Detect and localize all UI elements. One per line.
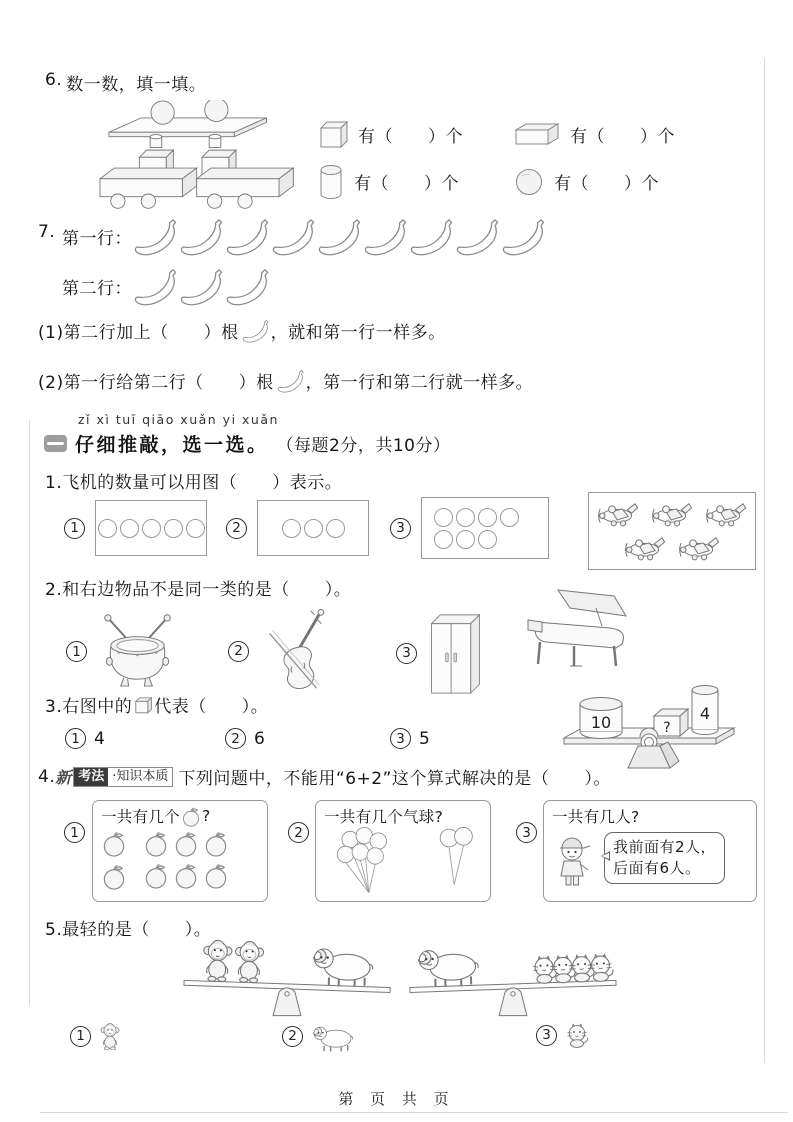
scan-line-right: [764, 58, 765, 1063]
apple-group-2: [101, 830, 127, 890]
monkey-icon: [99, 1022, 121, 1050]
airplane-icon: [593, 497, 643, 531]
section-icon: [44, 435, 67, 452]
q2-text: 2.和右边物品不是同一类的是（ ）。: [45, 580, 352, 600]
q4-option-3: [516, 822, 537, 843]
q4-heading: [38, 764, 611, 789]
q6-heading: [45, 70, 206, 95]
q7-sub2-post: ，第一行和第二行就一样多。: [305, 373, 534, 393]
circle-row: [282, 519, 345, 538]
section-title: 仔细推敲，选一选。: [75, 434, 269, 456]
q6-item-sphere: [514, 167, 675, 197]
circle-row: [434, 530, 497, 549]
q3-option-2-value: 6: [254, 728, 266, 749]
boy-icon: [552, 829, 592, 887]
q7-row2-label: 第二行：: [62, 278, 132, 299]
option-number: 1: [64, 822, 85, 843]
option-number: 1: [66, 641, 87, 662]
banana-icon: [316, 216, 361, 256]
q2-option-3: [396, 608, 483, 698]
q4-badge-suffix: ·知识本质: [112, 768, 169, 784]
q7-sub1-pre: (1)第二行加上（ ）根: [38, 323, 239, 343]
q5-option-2: [282, 1020, 353, 1052]
cat-icon: [565, 1022, 589, 1048]
counter-circle: [164, 519, 183, 538]
sheep-icon: [311, 1020, 353, 1052]
option-number: 3: [516, 822, 537, 843]
option-number: 1: [65, 728, 86, 749]
banana-icon: [454, 216, 499, 256]
section-score: （每题2分，共10分）: [276, 436, 451, 456]
banana-icon: [408, 216, 453, 256]
q4-option-1-title: [101, 805, 259, 827]
q6-blank-sphere: 有（ ）个: [554, 174, 659, 194]
counter-circle: [434, 508, 453, 527]
q3-option-2: [225, 728, 265, 749]
q4-badge-highlight: 考法: [74, 768, 108, 786]
q6-title: 数一数，填一填。: [66, 75, 207, 95]
q3-option-3: [390, 728, 430, 749]
banana-icon: [178, 266, 223, 306]
q3-option-3-value: 5: [419, 728, 431, 749]
cube-icon: [134, 695, 152, 715]
circle-row: [98, 519, 205, 538]
seesaw-sheep-vs-cats: [398, 932, 628, 1020]
counter-circle: [304, 519, 323, 538]
airplane-icon: [674, 531, 724, 565]
apple-icon: [101, 830, 127, 857]
q1-option-2: [226, 500, 369, 556]
apple-icon: [203, 862, 229, 889]
q4-badge-new: 新: [55, 768, 72, 787]
option-number: 3: [536, 1025, 557, 1046]
q7-sub2: [38, 368, 533, 393]
q2-option-1: [66, 612, 181, 691]
bubble-line-1: 我前面有2人，: [613, 838, 717, 856]
section-pinyin: zǐ xì tuī qiāo xuǎn yi xuǎn: [78, 412, 279, 427]
option-number: 3: [390, 728, 411, 749]
balance-scale-figure: [556, 676, 741, 772]
q5-option-1: [70, 1022, 121, 1050]
q4-opt3-title: 一共有几人?: [552, 808, 640, 826]
q1-option-1-box: [95, 500, 207, 556]
q7-row2: [62, 266, 269, 306]
q3-text: [45, 692, 268, 717]
scan-line-bottom: [40, 1112, 788, 1113]
banana-icon: [224, 216, 269, 256]
q7-sub1-post: ，就和第一行一样多。: [270, 323, 446, 343]
q5-text: 5.最轻的是（ ）。: [45, 920, 212, 940]
speech-bubble: [604, 832, 725, 884]
counter-circle: [456, 508, 475, 527]
scale-right-value: 4: [699, 704, 711, 723]
option-number: 2: [288, 822, 309, 843]
option-number: 1: [64, 518, 85, 539]
counter-circle: [500, 508, 519, 527]
sphere-icon: [514, 167, 544, 197]
option-number: 2: [225, 728, 246, 749]
option-number: 2: [228, 641, 249, 662]
q1-option-3-box: [421, 497, 549, 559]
drum-icon: [97, 612, 181, 691]
q4-option-3-content: [552, 829, 748, 887]
q6-blank-cube: 有（ ）个: [358, 126, 463, 147]
option-number: 2: [282, 1026, 303, 1047]
q4-option-2: [288, 822, 309, 843]
scale-left-value: 10: [590, 713, 612, 732]
q4-opt1-title-pre: 一共有几个: [101, 808, 181, 826]
wardrobe-icon: [427, 608, 483, 698]
option-number: 1: [70, 1026, 91, 1047]
q6-answer-grid: [318, 118, 675, 200]
banana-icon: [276, 368, 304, 393]
counter-circle: [142, 519, 161, 538]
apple-icon: [173, 862, 199, 889]
q7-row1-label: 第一行：: [62, 228, 132, 249]
shape-carts-figure: [82, 100, 297, 211]
counter-circle: [282, 519, 301, 538]
balloon-bunch-2-icon: [434, 827, 476, 893]
q6-blank-cuboid: 有（ ）个: [570, 126, 675, 147]
q3-text-post: 代表（ ）。: [154, 697, 269, 717]
option-number: 2: [226, 518, 247, 539]
counter-circle: [326, 519, 345, 538]
apple-icon: [173, 830, 199, 857]
apple-icon: [143, 830, 169, 857]
q4-opt1-title-post: ?: [202, 807, 211, 825]
q6-item-cylinder: [318, 163, 514, 200]
q1-text: 1.飞机的数量可以用图（ ）表示。: [45, 473, 343, 493]
q6-blank-cylinder: 有（ ）个: [354, 174, 459, 194]
q4-option-1-box: [92, 800, 268, 902]
airplane-icon: [647, 497, 697, 531]
banana-icon: [132, 216, 177, 256]
violin-icon: [259, 606, 331, 696]
q1-planes-box: [588, 492, 756, 570]
q7-sub2-pre: (2)第一行给第二行（ ）根: [38, 373, 274, 393]
q4-text: 下列问题中，不能用“6+2”这个算式解决的是（ ）。: [178, 769, 611, 789]
q3-text-pre: 3.右图中的: [45, 697, 133, 717]
q2-option-2: [228, 606, 331, 696]
q1-option-3: [390, 497, 549, 559]
circle-row: [434, 508, 519, 527]
page-footer: 第 页 共 页: [338, 1090, 455, 1108]
counter-circle: [478, 530, 497, 549]
q7-row1: [62, 216, 545, 256]
q1-option-1: [64, 500, 207, 556]
option-number: 3: [390, 518, 411, 539]
q4-option-1-apples: [101, 830, 259, 890]
airplane-icon: [620, 531, 670, 565]
grand-piano-icon: [522, 582, 634, 670]
q3-option-1-value: 4: [94, 728, 106, 749]
q7-number: 7.: [38, 222, 56, 242]
counter-circle: [456, 530, 475, 549]
plane-row: [593, 497, 751, 531]
option-number: 3: [396, 643, 417, 664]
plane-row: [620, 531, 724, 565]
q1-option-2-box: [257, 500, 369, 556]
banana-icon: [500, 216, 545, 256]
apple-icon: [181, 806, 201, 827]
cube-icon: [318, 118, 348, 150]
q4-option-3-box: [543, 800, 757, 902]
apple-icon: [101, 863, 127, 890]
counter-circle: [98, 519, 117, 538]
q4-option-2-box: [315, 800, 491, 902]
q7-row1-bananas: [132, 216, 545, 256]
scale-cube-value: ?: [663, 720, 671, 736]
counter-circle: [478, 508, 497, 527]
q4-badge: [73, 767, 173, 787]
counter-circle: [186, 519, 205, 538]
banana-icon: [224, 266, 269, 306]
q4-option-1: [64, 822, 85, 843]
banana-icon: [362, 216, 407, 256]
q4-number: 4.: [38, 766, 56, 787]
counter-circle: [434, 530, 453, 549]
q4-option-2-balloons: [324, 827, 482, 899]
balloon-bunch-6-icon: [330, 827, 400, 899]
q7-row2-bananas: [132, 266, 269, 306]
apple-group-6: [143, 830, 235, 890]
q6-number: 6.: [45, 70, 63, 90]
scan-line-left: [29, 420, 30, 1005]
cylinder-icon: [318, 163, 344, 200]
banana-icon: [132, 266, 177, 306]
apple-icon: [203, 830, 229, 857]
q6-item-cuboid: [514, 121, 675, 147]
q7-sub1: [38, 318, 446, 343]
airplane-icon: [701, 497, 751, 531]
banana-icon: [241, 318, 269, 343]
counter-circle: [120, 519, 139, 538]
cuboid-icon: [514, 121, 560, 147]
apple-icon: [143, 862, 169, 889]
banana-icon: [178, 216, 223, 256]
q4-opt2-title: 一共有几个气球?: [324, 808, 444, 826]
q5-option-3: [536, 1022, 589, 1048]
bubble-line-2: 后面有6人。: [613, 859, 701, 877]
q6-item-cube: [318, 118, 514, 150]
section-heading: [44, 430, 450, 457]
banana-icon: [270, 216, 315, 256]
seesaw-monkeys-vs-sheep: [172, 932, 402, 1020]
q3-option-1: [65, 728, 105, 749]
